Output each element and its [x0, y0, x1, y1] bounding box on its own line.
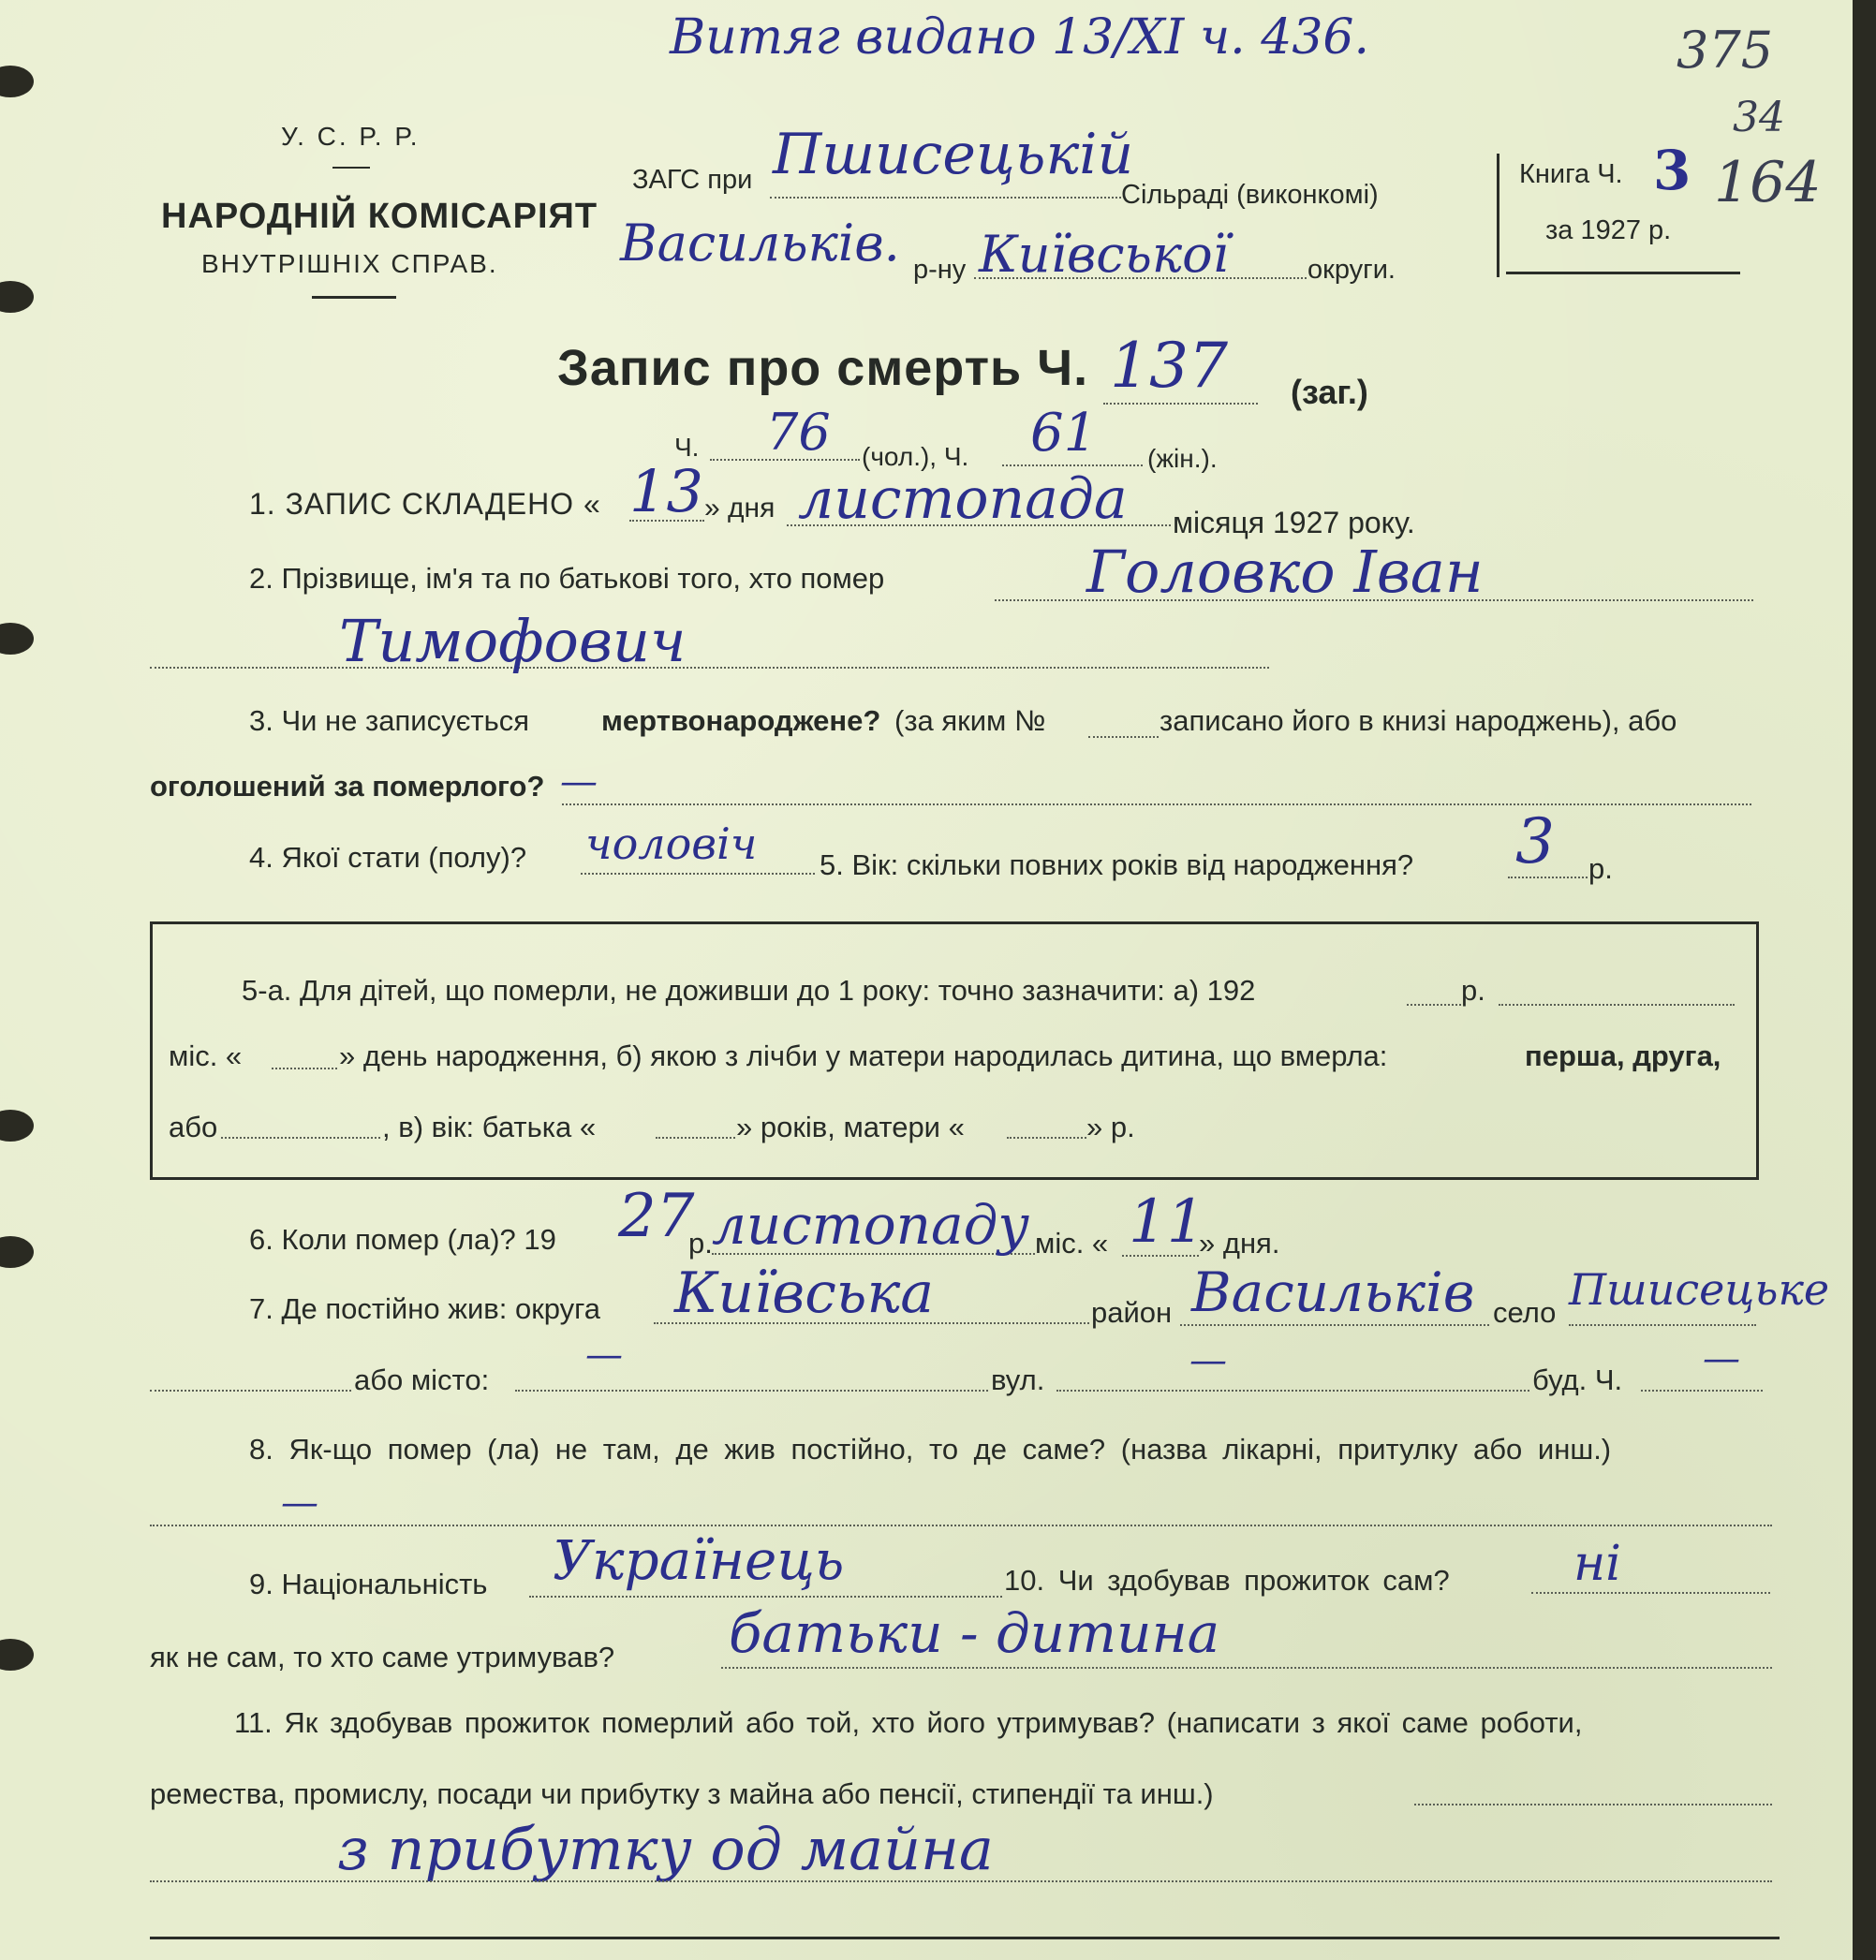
corner-number-3: 164	[1714, 150, 1822, 215]
book-box-border	[1506, 272, 1740, 274]
fill-line	[150, 667, 1269, 669]
q7-label: 7. Де постійно жив: округа	[249, 1292, 601, 1325]
q5a-first-second: перша, друга,	[1525, 1039, 1721, 1072]
fill-line	[221, 1137, 380, 1139]
q5a-month-label: міс. «	[169, 1039, 243, 1072]
fill-line	[1499, 1004, 1735, 1006]
q6-year: 27	[618, 1182, 695, 1251]
q4-label: 4. Якої стати (полу)?	[249, 841, 527, 874]
fill-line	[1569, 1324, 1756, 1326]
q5a-birth-order: » день народження, б) якою з лічби у матери народилась дитина, що вмерла:	[339, 1039, 1388, 1072]
q7-raion-label: район	[1091, 1296, 1173, 1329]
council-label: Сільраді (виконкомі)	[1121, 180, 1379, 210]
fill-line	[150, 1880, 1772, 1882]
q1-day-label: » дня	[704, 493, 776, 523]
fill-line	[1007, 1137, 1086, 1139]
q7-house: —	[1703, 1337, 1740, 1380]
q11-value: з прибутку од майна	[337, 1815, 994, 1883]
okruha-label: округи.	[1307, 255, 1396, 285]
zags-label: ЗАГС при	[632, 165, 753, 195]
q10-value: ні	[1573, 1536, 1621, 1592]
q6-day: 11	[1129, 1187, 1205, 1257]
q7-city: —	[585, 1334, 623, 1377]
q1-year-label: місяця 1927 року.	[1173, 506, 1415, 539]
fill-line	[529, 1596, 1002, 1598]
punch-hole	[0, 1236, 34, 1268]
q7-house-label: буд. Ч.	[1532, 1363, 1623, 1396]
q8-value: —	[281, 1481, 318, 1525]
q3-stillborn: мертвонароджене?	[601, 704, 881, 737]
q3-number-label: (за яким №	[894, 704, 1046, 737]
commissariat-title: НАРОДНІЙ КОМІСАРІЯТ	[161, 197, 598, 236]
women-number: 61	[1030, 403, 1098, 464]
q9-label: 9. Національність	[249, 1568, 488, 1600]
punch-hole	[0, 281, 34, 313]
q10-label: 10. Чи здобував прожиток сам?	[1004, 1564, 1450, 1597]
book-number: 3	[1653, 139, 1691, 202]
q2-patronymic: Тимофович	[339, 607, 687, 675]
q6-label: 6. Коли помер (ла)? 19	[249, 1223, 556, 1256]
zags-council-name: Пшисецькій	[773, 122, 1134, 187]
q5-label: 5. Вік: скільки повних років від народження?	[820, 848, 1414, 881]
q5a-or-label: або	[169, 1111, 218, 1143]
fill-line	[1088, 736, 1159, 738]
book-box-border	[1497, 154, 1499, 277]
fill-line	[721, 1667, 1772, 1669]
q3-label: 3. Чи не записується	[249, 704, 530, 737]
q6-day-label: » дня.	[1199, 1227, 1280, 1260]
q3-declared-dead: оголошений за померлого?	[150, 770, 545, 803]
fill-line	[150, 1390, 351, 1392]
fill-line	[150, 1525, 1772, 1526]
q6-month: листопаду	[712, 1193, 1030, 1257]
q11-label-line1: 11. Як здобував прожиток померлий або той, хто його утримував? (написати з якої саме роботи,	[234, 1706, 1583, 1739]
q7-street: —	[1189, 1339, 1227, 1382]
fill-line	[656, 1137, 735, 1139]
record-number: 137	[1110, 330, 1228, 402]
q3-birth-book: записано його в книзі народжень), або	[1160, 704, 1677, 737]
fill-line	[1531, 1592, 1770, 1594]
fill-line	[562, 803, 1751, 805]
q1-month: листопада	[798, 466, 1128, 532]
fill-line	[1414, 1804, 1772, 1805]
okruha-name: Київської	[979, 225, 1229, 284]
q6-month-label: міс. «	[1035, 1227, 1109, 1260]
men-number: 76	[766, 403, 831, 462]
q5a-line1: 5-а. Для дітей, що померли, не доживши до 1 року: точно зазначити: а) 192	[242, 974, 1256, 1007]
book-year: за 1927 р.	[1545, 215, 1672, 245]
q10-supporter-label: як не сам, то хто саме утримував?	[150, 1641, 615, 1673]
fill-line	[1180, 1324, 1489, 1326]
fill-line	[1641, 1390, 1763, 1392]
fill-line	[1407, 1004, 1461, 1006]
corner-number-1: 375	[1677, 21, 1774, 80]
q5a-mother-age-label: » років, матери «	[736, 1111, 965, 1143]
fill-line	[1056, 1390, 1529, 1392]
q6-year-unit: р.	[688, 1227, 713, 1260]
q7-street-label: вул.	[991, 1363, 1045, 1396]
ussr-label: У. С. Р. Р.	[281, 122, 421, 151]
fill-line	[272, 1068, 337, 1069]
q2-label: 2. Прізвище, ім'я та по батькові того, хто помер	[249, 562, 885, 595]
bottom-rule	[150, 1937, 1780, 1939]
book-label: Книга Ч.	[1519, 159, 1623, 189]
q9-nationality: Українець	[553, 1528, 845, 1592]
q10-supporter: батьки - дитина	[729, 1601, 1220, 1665]
punch-hole	[0, 1639, 34, 1671]
fill-line	[770, 197, 1121, 199]
q7-okruha: Київська	[674, 1260, 935, 1326]
q7-city-label: або місто:	[354, 1363, 490, 1396]
record-title: Запис про смерть Ч.	[557, 340, 1089, 396]
department-label: ВНУТРІШНІХ СПРАВ.	[201, 249, 498, 278]
q5-age: 3	[1515, 805, 1555, 877]
annotation-extract-issued: Витяг видано 13/XI ч. 436.	[670, 9, 1370, 66]
fill-line	[581, 873, 815, 875]
punch-hole	[0, 66, 34, 97]
q5a-father-age-label: , в) вік: батька «	[382, 1111, 597, 1143]
q5a-unit: » р.	[1086, 1111, 1135, 1143]
q7-selo-label: село	[1493, 1296, 1557, 1329]
divider	[312, 296, 396, 299]
record-number-suffix: (заг.)	[1291, 373, 1368, 411]
fill-line	[1103, 403, 1258, 405]
raion-label: р-ну	[913, 255, 967, 285]
women-label: (жін.).	[1147, 444, 1218, 473]
q8-label: 8. Як-що помер (ла) не там, де жив постійно, то де саме? (назва лікарні, притулку або инш.)	[249, 1433, 1612, 1466]
subnumber-label: Ч.	[674, 433, 700, 462]
q5a-line1-unit: р.	[1461, 974, 1485, 1007]
q7-selo: Пшисецьке	[1569, 1264, 1830, 1315]
q2-name-surname: Головко Іван	[1086, 538, 1484, 606]
q5-unit: р.	[1588, 852, 1613, 885]
divider	[332, 167, 370, 169]
q3-value: —	[560, 760, 598, 803]
q7-raion: Васильків	[1191, 1260, 1475, 1324]
punch-hole	[0, 1110, 34, 1142]
fill-line	[515, 1390, 988, 1392]
q4-sex: чоловіч	[585, 818, 758, 869]
q11-label-line2: ремества, промислу, посади чи прибутку з майна або пенсії, стипендії та инш.)	[150, 1777, 1214, 1810]
corner-number-2: 34	[1733, 94, 1785, 141]
q1-label: 1. ЗАПИС СКЛАДЕНО «	[249, 487, 601, 521]
q1-day: 13	[629, 457, 703, 525]
punch-hole	[0, 623, 34, 655]
raion-name: Васильків.	[620, 214, 900, 273]
men-label: (чол.), Ч.	[862, 442, 969, 471]
